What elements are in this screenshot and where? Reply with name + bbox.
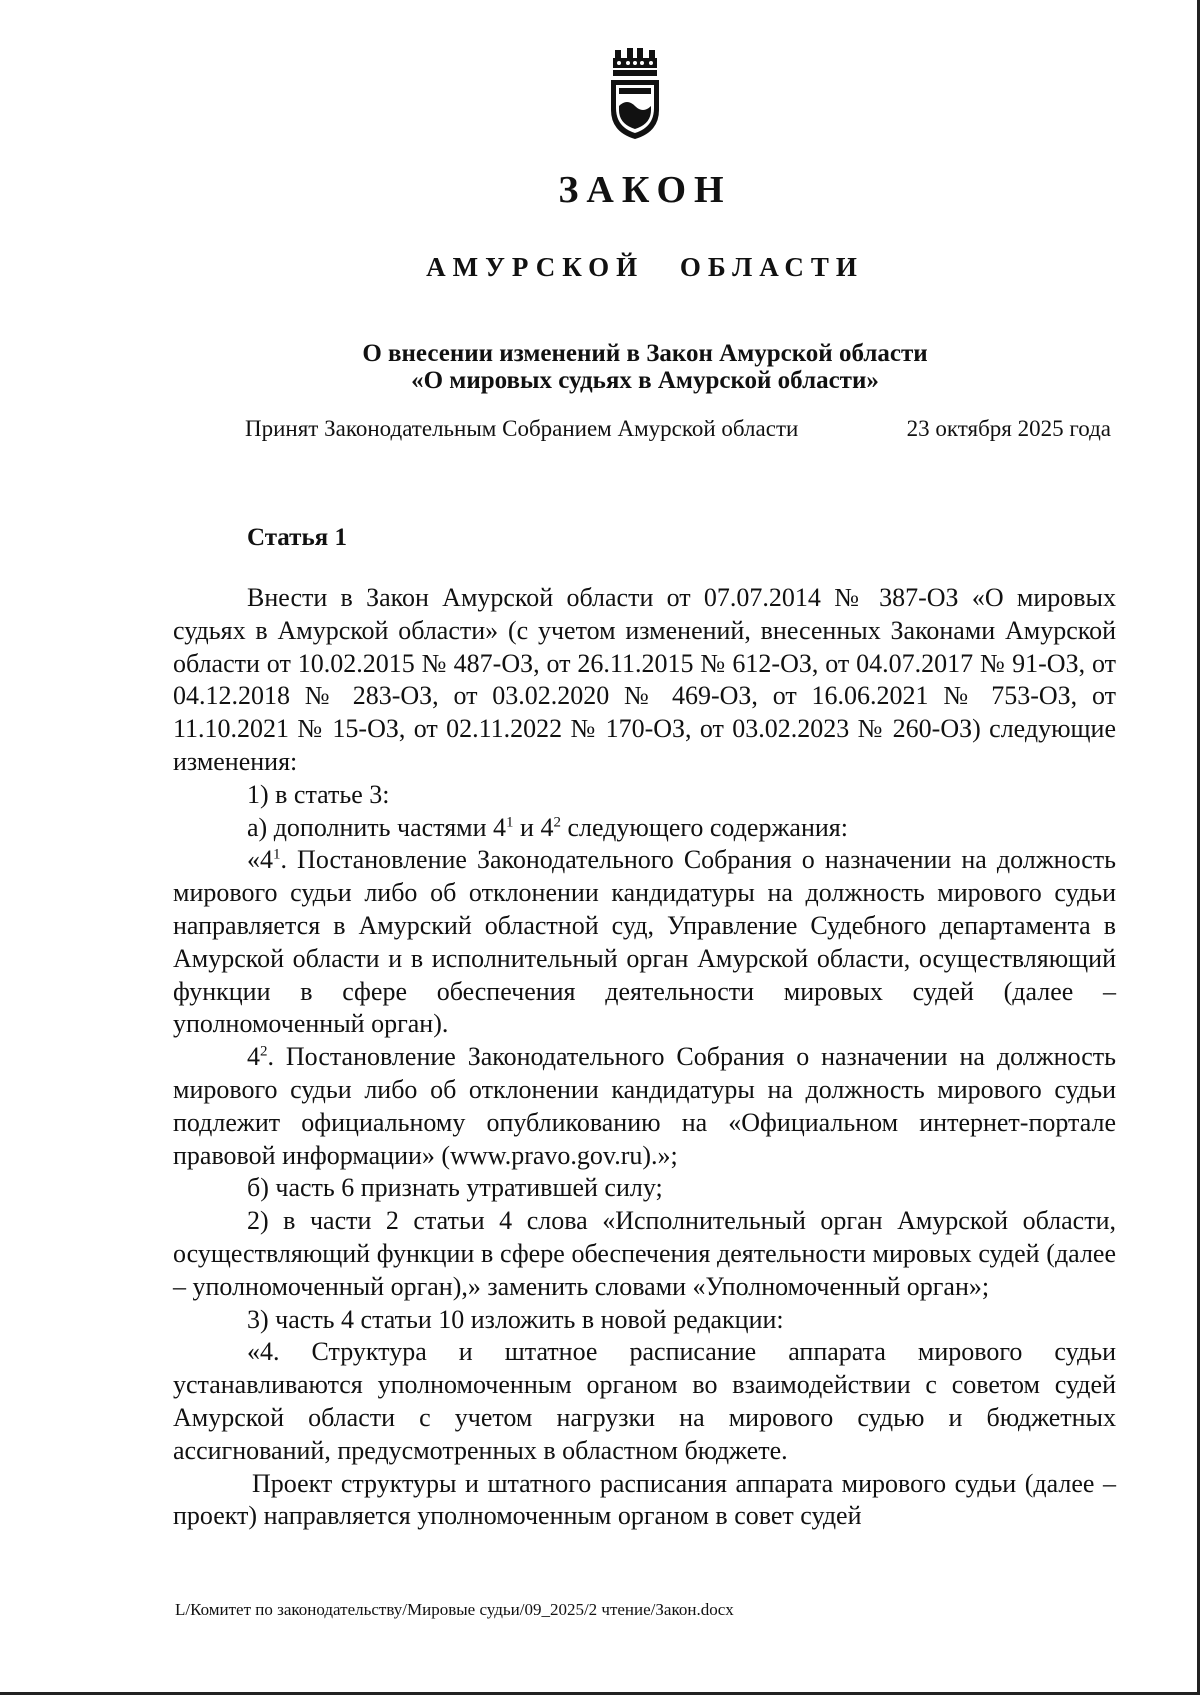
- article-body: [173, 582, 1116, 1533]
- file-path-footer: L/Комитет по законодательству/Мировые судьи/09_2025/2 чтение/Закон.docx: [175, 1600, 734, 1619]
- paragraph-intro: Внести в Закон Амурской области от 07.07.2014 № 387-ОЗ «О мировых судьях в Амурской области» (с учетом изменений, внесенных Законами Амурской области от 10.02.2015 № 487-ОЗ, от 26.11.2015 № 612-ОЗ, от 04.07.2017 № 91-ОЗ, от 04.12.2018 № 283-ОЗ, от 03.02.2020 № 469-ОЗ, от 16.06.2021 № 753-ОЗ, от 11.10.2021 № 15-ОЗ, от 02.11.2022 № 170-ОЗ, от 03.02.2023 № 260-ОЗ) следующие изменения:: [173, 583, 1116, 776]
- paragraph-part-4-1: [173, 844, 1116, 1041]
- superscript: 1: [273, 846, 281, 863]
- superscript: 2: [553, 813, 561, 830]
- law-subject: [0, 340, 1200, 394]
- adoption-body: Принят Законодательным Собранием Амурской области: [245, 416, 799, 441]
- paragraph-part-4-1-number: «4: [247, 845, 273, 875]
- law-subject-line-2: «О мировых судьях в Амурской области»: [411, 367, 879, 394]
- paragraph-part-4-2-text: . Постановление Законодательного Собрания о назначении на должность мирового судьи либо об отклонении кандидатуры на должность мирового судьи подлежит официальному опубликованию на «Официальном интернет-портале правовой информации» (www.pravo.gov.ru).»;: [173, 1042, 1116, 1170]
- paragraph-part-4-1-text: . Постановление Законодательного Собрания о назначении на должность мирового судьи либо об отклонении кандидатуры на должность мирового судьи направляется в Амурский областной суд, Управление Судебного департамента в Амурской области и в исполнительный орган Амурской области, осуществляющий функции в сфере обеспечения деятельности мировых судей (далее – уполномоченный орган).: [173, 845, 1116, 1039]
- coat-of-arms-icon: [605, 48, 665, 140]
- paragraph-item-1a-part2: и 4: [513, 812, 554, 842]
- superscript: 2: [260, 1043, 268, 1060]
- adoption-date: 23 октября 2025 года: [906, 416, 1111, 441]
- paragraph-item-1a-part1: а) дополнить частями 4: [247, 812, 507, 842]
- law-subject-line-1: О внесении изменений в Закон Амурской области: [362, 340, 928, 367]
- paragraph-item-1a-part3: следующего содержания:: [560, 812, 848, 842]
- paragraph-item-1b: б) часть 6 признать утратившей силу;: [247, 1173, 663, 1203]
- paragraph-item-1: 1) в статье 3:: [247, 779, 390, 809]
- superscript: 1: [506, 813, 514, 830]
- paragraph-item-2: 2) в части 2 статьи 4 слова «Исполнительный орган Амурской области, осуществляющий функции в сфере обеспечения деятельности мировых судей (далее – уполномоченный орган),» заменить словами «Уполномоченный орган»;: [173, 1206, 1116, 1301]
- article-title: Статья 1: [247, 524, 347, 551]
- paragraph-item-1a: [173, 812, 1116, 845]
- region-title: АМУРСКОЙ ОБЛАСТИ: [426, 252, 864, 282]
- paragraph-item-3: 3) часть 4 статьи 10 изложить в новой редакции:: [247, 1304, 784, 1334]
- document-title: ЗАКОН: [558, 169, 732, 211]
- paragraph-part-4-2: [173, 1041, 1116, 1172]
- paragraph-project: Проект структуры и штатного расписания аппарата мирового судьи (далее – проект) направляется уполномоченным органом в совет судей: [173, 1468, 1116, 1531]
- paragraph-part-4: «4. Структура и штатное расписание аппарата мирового судьи устанавливаются уполномоченным органом во взаимодействии с советом судей Амурской области с учетом нагрузки на мирового судью и бюджетных ассигнований, предусмотренных в областном бюджете.: [173, 1337, 1116, 1465]
- paragraph-part-4-2-number: 4: [247, 1042, 260, 1072]
